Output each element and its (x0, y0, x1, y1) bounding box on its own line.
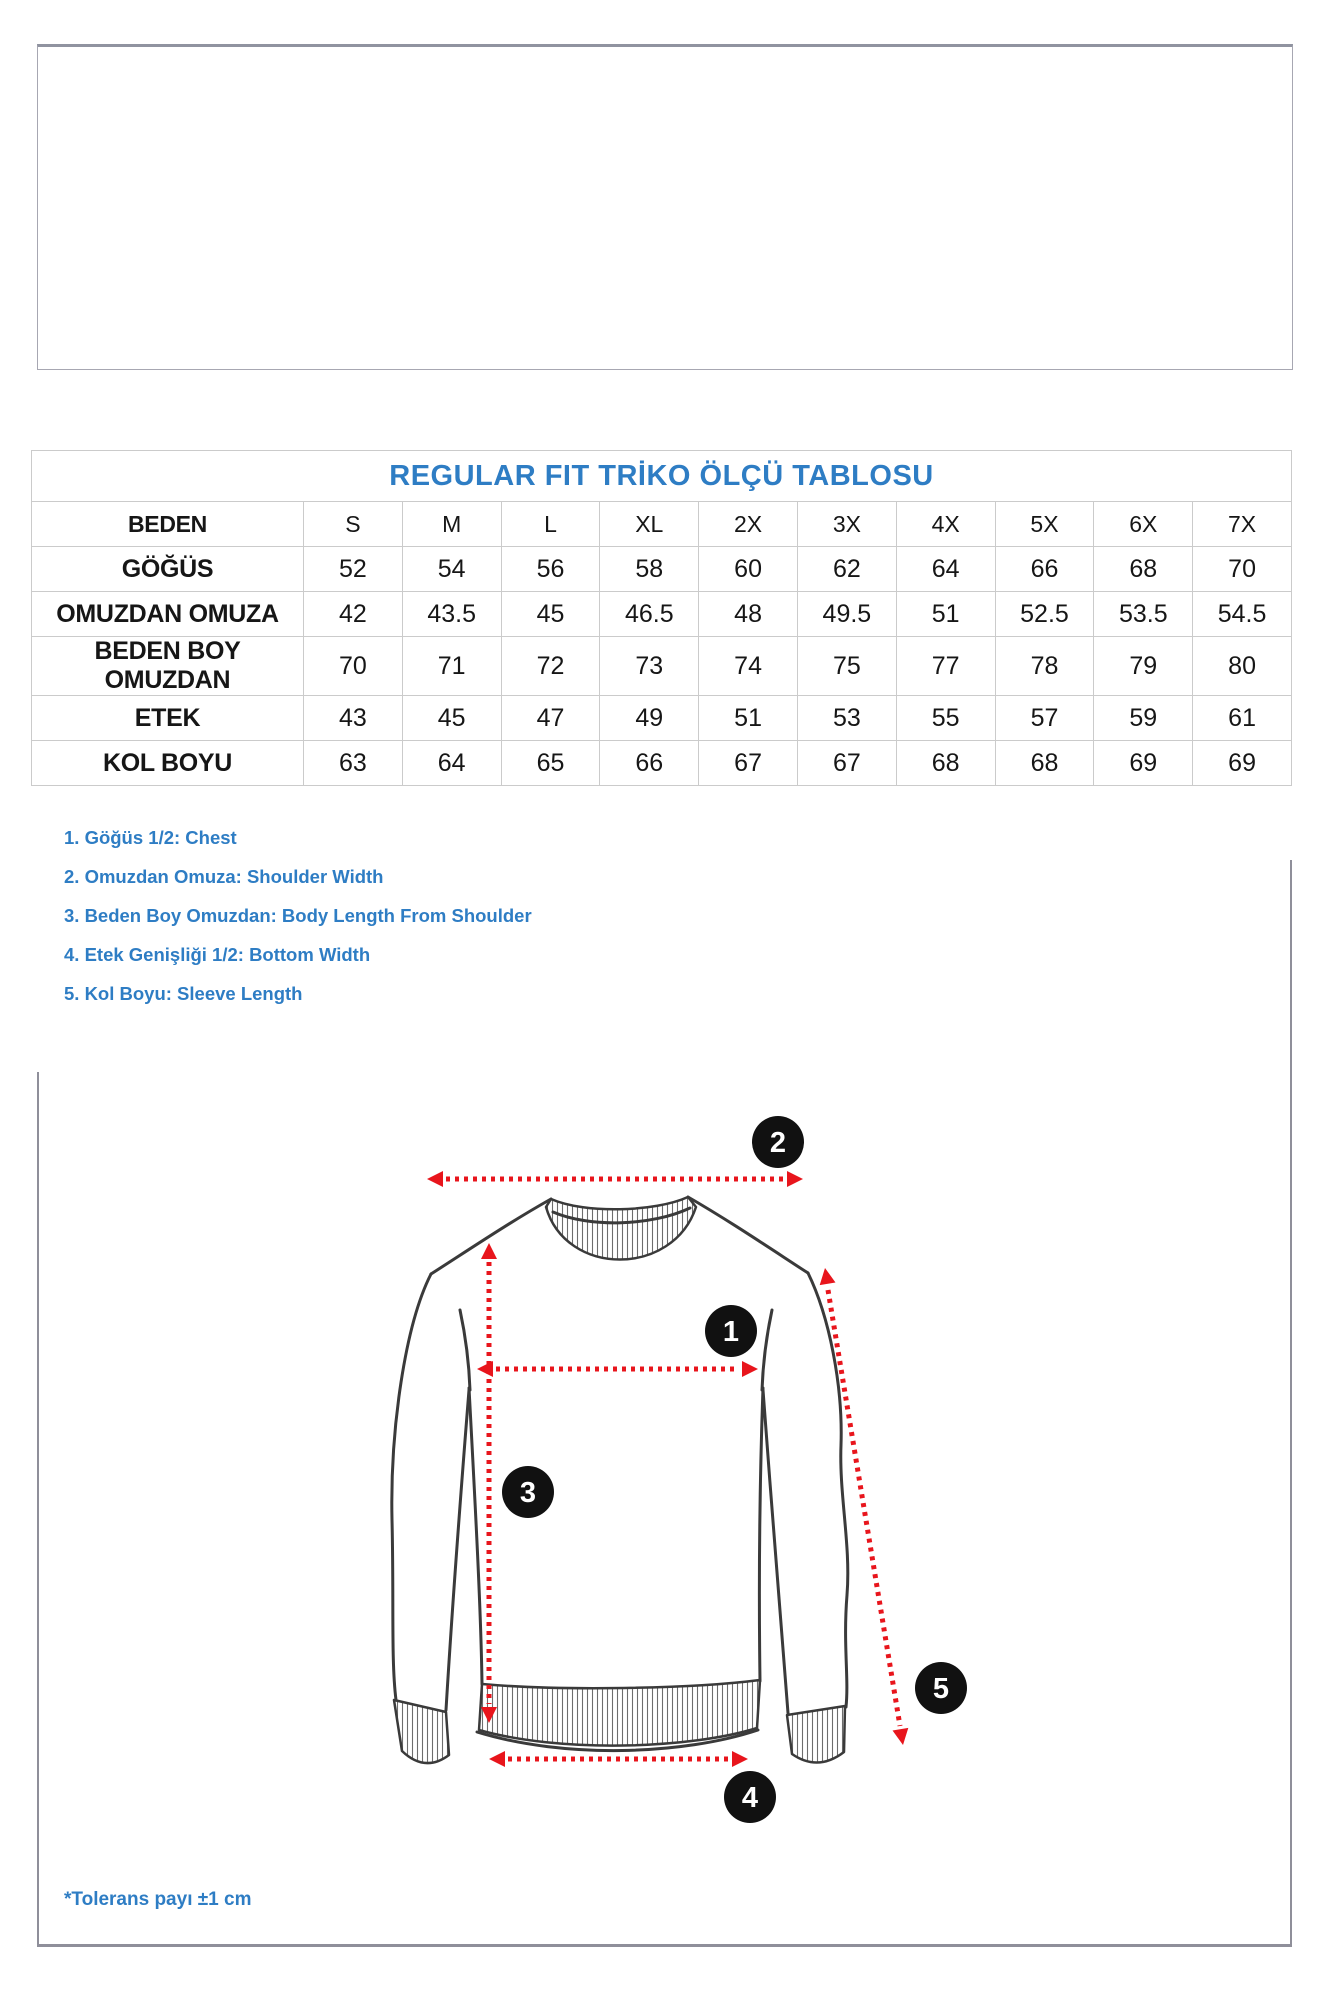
value-cell: 69 (1094, 741, 1193, 786)
value-cell: 68 (1094, 547, 1193, 592)
legend-item: 3. Beden Boy Omuzdan: Body Length From Shoulder (64, 905, 532, 926)
legend-item: 4. Etek Genişliği 1/2: Bottom Width (64, 944, 371, 965)
value-cell: 52 (304, 547, 403, 592)
marker-5 (915, 1662, 967, 1714)
value-cell: 68 (995, 741, 1094, 786)
row-label: OMUZDAN OMUZA (32, 592, 304, 637)
value-cell: 43 (304, 696, 403, 741)
value-cell: 60 (699, 547, 798, 592)
legend-item: 1. Göğüs 1/2: Chest (64, 827, 237, 848)
value-cell: 66 (995, 547, 1094, 592)
right-cuff-rib (787, 1706, 845, 1763)
svg-text:1: 1 (722, 1316, 740, 1348)
legend-item: 2. Omuzdan Omuza: Shoulder Width (64, 866, 384, 887)
value-cell: 74 (699, 637, 798, 696)
value-cell: 66 (600, 741, 699, 786)
value-cell: 53 (797, 696, 896, 741)
table-title: REGULAR FIT TRİKO ÖLÇÜ TABLOSU (389, 459, 934, 492)
value-cell: 46.5 (600, 592, 699, 637)
arrow-body-length (481, 1243, 497, 1723)
arrow-bottom-width (489, 1751, 748, 1767)
value-cell: 64 (896, 547, 995, 592)
value-cell: 75 (797, 637, 896, 696)
row-label: ETEK (32, 696, 304, 741)
marker-1 (705, 1305, 757, 1357)
value-cell: 73 (600, 637, 699, 696)
value-cell: 45 (402, 696, 501, 741)
size-header-cell: M (402, 502, 501, 547)
tolerance-note: *Tolerans payı ±1 cm (64, 1889, 252, 1910)
value-cell: 78 (995, 637, 1094, 696)
value-cell: 77 (896, 637, 995, 696)
value-cell: 56 (501, 547, 600, 592)
value-cell: 54 (402, 547, 501, 592)
size-header-cell: XL (600, 502, 699, 547)
row-label: KOL BOYU (32, 741, 304, 786)
value-cell: 53.5 (1094, 592, 1193, 637)
value-cell: 79 (1094, 637, 1193, 696)
size-header-cell: 5X (995, 502, 1094, 547)
value-cell: 49.5 (797, 592, 896, 637)
value-cell: 61 (1193, 696, 1292, 741)
value-cell: 71 (402, 637, 501, 696)
value-cell: 43.5 (402, 592, 501, 637)
value-cell: 69 (1193, 741, 1292, 786)
size-header-cell: 3X (797, 502, 896, 547)
value-cell: 68 (896, 741, 995, 786)
marker-4 (724, 1771, 776, 1823)
value-cell: 47 (501, 696, 600, 741)
value-cell: 57 (995, 696, 1094, 741)
size-header-cell: 6X (1094, 502, 1193, 547)
row-label: GÖĞÜS (32, 547, 304, 592)
value-cell: 70 (304, 637, 403, 696)
measure-arrows (427, 1171, 911, 1767)
svg-text:3: 3 (519, 1477, 537, 1509)
value-cell: 45 (501, 592, 600, 637)
size-header-cell: S (304, 502, 403, 547)
size-header-cell: 2X (699, 502, 798, 547)
value-cell: 49 (600, 696, 699, 741)
svg-text:4: 4 (741, 1782, 759, 1814)
value-cell: 62 (797, 547, 896, 592)
size-header-cell: 7X (1193, 502, 1292, 547)
value-cell: 59 (1094, 696, 1193, 741)
size-header-cell: 4X (896, 502, 995, 547)
size-header-cell: L (501, 502, 600, 547)
sweater-outline (392, 1197, 848, 1751)
arrow-chest-width (477, 1361, 758, 1377)
legend-item: 5. Kol Boyu: Sleeve Length (64, 983, 303, 1004)
value-cell: 55 (896, 696, 995, 741)
arrow-shoulder-width (427, 1171, 803, 1187)
value-cell: 67 (699, 741, 798, 786)
value-cell: 67 (797, 741, 896, 786)
value-cell: 72 (501, 637, 600, 696)
value-cell: 42 (304, 592, 403, 637)
hem-rib (479, 1680, 760, 1746)
value-cell: 65 (501, 741, 600, 786)
value-cell: 48 (699, 592, 798, 637)
svg-text:2: 2 (769, 1127, 787, 1159)
row-label: BEDEN BOY OMUZDAN (32, 637, 304, 696)
value-cell: 51 (699, 696, 798, 741)
marker-3 (502, 1466, 554, 1518)
value-cell: 64 (402, 741, 501, 786)
value-cell: 58 (600, 547, 699, 592)
value-cell: 52.5 (995, 592, 1094, 637)
value-cell: 51 (896, 592, 995, 637)
value-cell: 80 (1193, 637, 1292, 696)
svg-text:5: 5 (932, 1673, 950, 1705)
value-cell: 63 (304, 741, 403, 786)
value-cell: 70 (1193, 547, 1292, 592)
beden-header-cell: BEDEN (32, 502, 304, 547)
marker-2 (752, 1116, 804, 1168)
collar-rib (546, 1197, 696, 1260)
left-cuff-rib (394, 1700, 449, 1763)
value-cell: 54.5 (1193, 592, 1292, 637)
